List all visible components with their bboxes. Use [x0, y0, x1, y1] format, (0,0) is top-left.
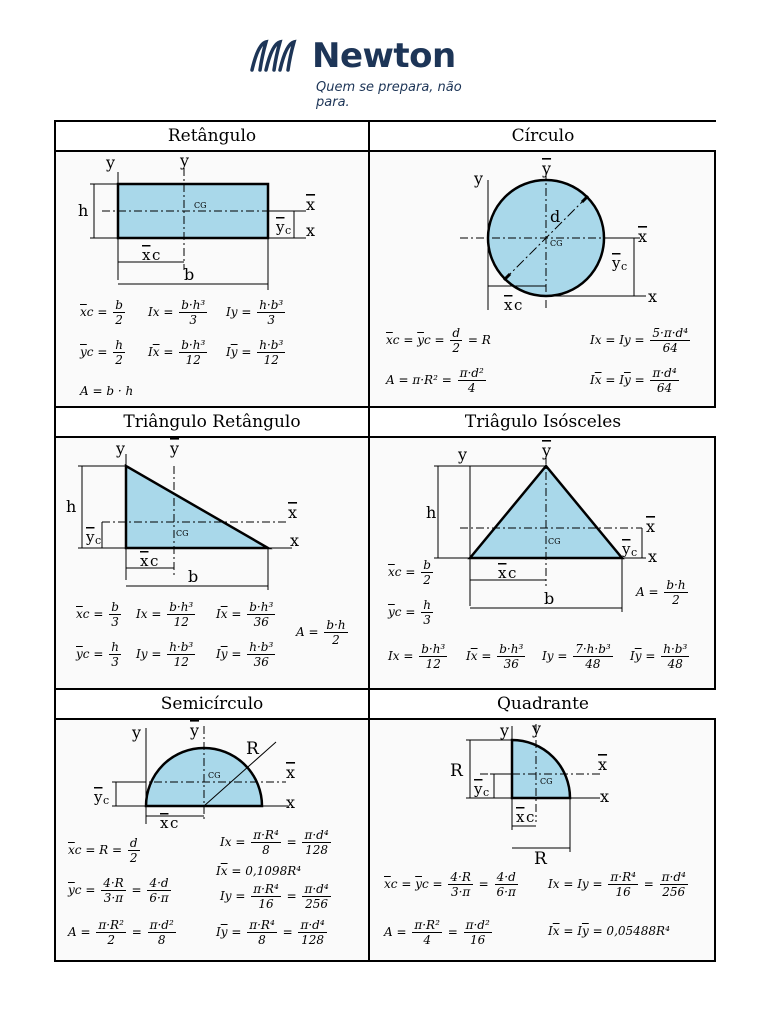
- formula-area: A = $\frac{b\cdot h}{2}$: [296, 618, 346, 647]
- base-label-b: b: [544, 589, 555, 608]
- svg-text:y: y: [500, 721, 510, 740]
- svg-text:y: y: [132, 723, 142, 742]
- formula-xc: $\overline{x}c = R$ = $\frac{d}{2}$: [68, 836, 138, 865]
- svg-text:c: c: [152, 246, 161, 264]
- semicircle-diagram: [56, 718, 368, 832]
- svg-text:x: x: [288, 503, 298, 522]
- formula-ixbar: $I\overline{x}$ = $\frac{\text{b·h³}}{36}$: [466, 642, 524, 671]
- svg-text:h: h: [78, 201, 89, 220]
- formula-area: A = b · h: [80, 384, 134, 398]
- brand-name: Newton: [312, 36, 456, 76]
- svg-text:c: c: [621, 260, 628, 273]
- formula-yc: $\overline{y}c$ = $\frac{h}{3}$: [388, 598, 431, 627]
- svg-text:c: c: [526, 808, 535, 826]
- svg-text:y: y: [86, 528, 95, 546]
- formula-iybar: $I\overline{y}$ = $\frac{\text{π·R⁴}}{8}$ = $\frac{\text{π·d⁴}}{128}$: [216, 918, 325, 947]
- formula-ixbar: $I\overline{x}$ = $\frac{\text{b·h³}}{12}$: [148, 338, 206, 367]
- svg-text:y: y: [542, 441, 552, 460]
- svg-text:y: y: [180, 151, 190, 170]
- formula-ixbar-iybar: $I\overline{x} = I\overline{y}$ = $\frac{\text{π·d⁴}}{64}$: [590, 366, 677, 395]
- brand-logo: [248, 36, 463, 110]
- formula-yc: $\overline{y}c$ = $\frac{4\cdot R}{3\cdot\pi}$ = $\frac{4\cdot d}{6\cdot\pi}$: [68, 876, 169, 905]
- svg-text:x: x: [286, 793, 296, 812]
- formula-iybar: $I\overline{y}$ = $\frac{\text{h·b³}}{12}$: [226, 338, 284, 367]
- svg-text:CG: CG: [194, 201, 207, 210]
- svg-text:x: x: [160, 814, 169, 832]
- formula-iy: Iy = $\frac{\text{h·b³}}{12}$: [136, 640, 194, 669]
- section-title: Triâgulo Isósceles: [370, 408, 716, 438]
- svg-text:R: R: [534, 849, 547, 869]
- svg-text:c: c: [631, 546, 638, 559]
- svg-text:CG: CG: [208, 771, 221, 780]
- svg-text:CG: CG: [550, 239, 563, 248]
- svg-text:y: y: [94, 788, 103, 806]
- formula-area: A = $\frac{b\cdot h}{2}$: [636, 578, 686, 607]
- formula-iybar: $I\overline{y}$ = $\frac{\text{h·b³}}{36}$: [216, 640, 274, 669]
- circle-diagram: [370, 150, 716, 320]
- section-quadrant: [370, 690, 716, 962]
- formula-ixbar-iybar: $I\overline{x} = I\overline{y} = 0,05488R^4$: [548, 924, 670, 938]
- svg-text:x: x: [598, 755, 608, 774]
- formula-sheet: [54, 120, 716, 962]
- svg-text:c: c: [483, 786, 490, 799]
- section-isosceles-triangle: [370, 408, 716, 688]
- section-title: Triângulo Retângulo: [56, 408, 368, 438]
- svg-text:c: c: [103, 794, 110, 807]
- svg-text:y: y: [106, 153, 116, 172]
- svg-text:c: c: [170, 814, 179, 832]
- formula-area: A = $\frac{\text{π·R²}}{2}$ = $\frac{\text{π·d²}}{8}$: [68, 918, 174, 947]
- svg-text:CG: CG: [176, 529, 189, 538]
- formula-xc: $\overline{x}c$ = $\frac{b}{3}$: [76, 600, 119, 629]
- formula-iy: Iy = $\frac{\text{π·R⁴}}{16}$ = $\frac{\text{π·d⁴}}{256}$: [220, 882, 329, 911]
- svg-text:c: c: [150, 552, 159, 570]
- brand-tagline: Quem se prepara, não para.: [316, 80, 462, 110]
- svg-text:b: b: [188, 567, 199, 586]
- svg-text:x: x: [306, 221, 316, 240]
- formula-ixbar: $I\overline{x}$ = $\frac{\text{b·h³}}{36}$: [216, 600, 274, 629]
- svg-text:y: y: [458, 445, 468, 464]
- right-triangle-diagram: [56, 436, 368, 592]
- svg-text:x: x: [290, 531, 300, 550]
- svg-text:x: x: [648, 287, 658, 306]
- svg-text:y: y: [622, 540, 631, 558]
- formula-area: A = π·R² = $\frac{\text{π·d²}}{4}$: [386, 366, 484, 395]
- svg-text:x: x: [638, 227, 648, 246]
- svg-text:CG: CG: [540, 777, 553, 786]
- newton-logo-icon: [248, 36, 308, 76]
- section-title: Quadrante: [370, 690, 716, 720]
- svg-text:x: x: [516, 808, 525, 826]
- section-title: Círculo: [370, 122, 716, 152]
- section-title: Semicírculo: [56, 690, 368, 720]
- svg-text:R: R: [246, 739, 259, 759]
- svg-text:h: h: [66, 497, 77, 516]
- svg-text:c: c: [285, 224, 292, 237]
- svg-text:y: y: [170, 439, 180, 458]
- quadrant-diagram: [370, 718, 716, 869]
- formula-xc-yc: $\overline{x}c = \overline{y}c$ = $\frac{d}{2}$ = R: [386, 326, 491, 355]
- svg-text:d: d: [550, 207, 561, 226]
- svg-text:c: c: [514, 296, 523, 314]
- formula-xc: $\overline{x}c$ = $\frac{b}{2}$: [80, 298, 123, 327]
- svg-text:CG: CG: [548, 537, 561, 546]
- formula-ix: Ix = $\frac{\text{π·R⁴}}{8}$ = $\frac{\text{π·d⁴}}{128}$: [220, 828, 329, 857]
- section-circle: [370, 122, 716, 406]
- svg-text:x: x: [286, 763, 296, 782]
- svg-text:c: c: [508, 564, 517, 582]
- svg-text:y: y: [532, 719, 542, 738]
- formula-ix: Ix = $\frac{\text{b·h³}}{3}$: [148, 298, 206, 327]
- formula-xc: $\overline{x}c$ = $\frac{b}{2}$: [388, 558, 431, 587]
- formula-iybar: $I\overline{y}$ = $\frac{\text{h·b³}}{48}$: [630, 642, 688, 671]
- formula-ixbar: $I\overline{x} = 0,1098R^4$: [216, 864, 302, 878]
- formula-area: A = $\frac{\text{π·R²}}{4}$ = $\frac{\text{π·d²}}{16}$: [384, 918, 490, 947]
- section-rectangle: [56, 122, 368, 406]
- svg-text:x: x: [142, 246, 151, 264]
- svg-text:y: y: [542, 159, 552, 178]
- svg-text:c: c: [95, 534, 102, 547]
- svg-text:x: x: [306, 195, 316, 214]
- formula-yc: $\overline{y}c$ = $\frac{h}{2}$: [80, 338, 123, 367]
- svg-text:y: y: [116, 439, 126, 458]
- rectangle-diagram: [56, 150, 368, 292]
- svg-text:y: y: [612, 254, 621, 272]
- formula-ix-iy: Ix = Iy = $\frac{\text{π·R⁴}}{16}$ = $\frac{\text{π·d⁴}}{256}$: [548, 870, 686, 899]
- svg-text:x: x: [646, 517, 656, 536]
- svg-text:y: y: [474, 169, 484, 188]
- formula-ix-iy: Ix = Iy = $\frac{\text{5·π·d⁴}}{64}$: [590, 326, 689, 355]
- section-title: Retângulo: [56, 122, 368, 152]
- formula-ix: Ix = $\frac{\text{b·h³}}{12}$: [136, 600, 194, 629]
- svg-text:y: y: [190, 721, 200, 740]
- svg-text:x: x: [648, 547, 658, 566]
- svg-text:x: x: [504, 296, 513, 314]
- formula-iy: Iy = $\frac{\text{7·h·b³}}{48}$: [542, 642, 611, 671]
- svg-text:y: y: [474, 780, 483, 798]
- svg-text:b: b: [184, 265, 195, 284]
- formula-ix: Ix = $\frac{\text{b·h³}}{12}$: [388, 642, 446, 671]
- svg-text:x: x: [498, 564, 507, 582]
- formula-yc: $\overline{y}c$ = $\frac{h}{3}$: [76, 640, 119, 669]
- formula-xc-yc: $\overline{x}c = \overline{y}c$ = $\frac{4\cdot R}{3\cdot\pi}$ = $\frac{4\cdot d}{6\cdot\pi}$: [384, 870, 516, 899]
- section-semicircle: [56, 690, 368, 962]
- formula-iy: Iy = $\frac{\text{h·b³}}{3}$: [226, 298, 284, 327]
- section-right-triangle: [56, 408, 368, 688]
- svg-text:x: x: [600, 787, 610, 806]
- svg-text:x: x: [140, 552, 149, 570]
- svg-text:y: y: [276, 218, 285, 236]
- svg-text:h: h: [426, 503, 437, 522]
- svg-text:R: R: [450, 761, 463, 781]
